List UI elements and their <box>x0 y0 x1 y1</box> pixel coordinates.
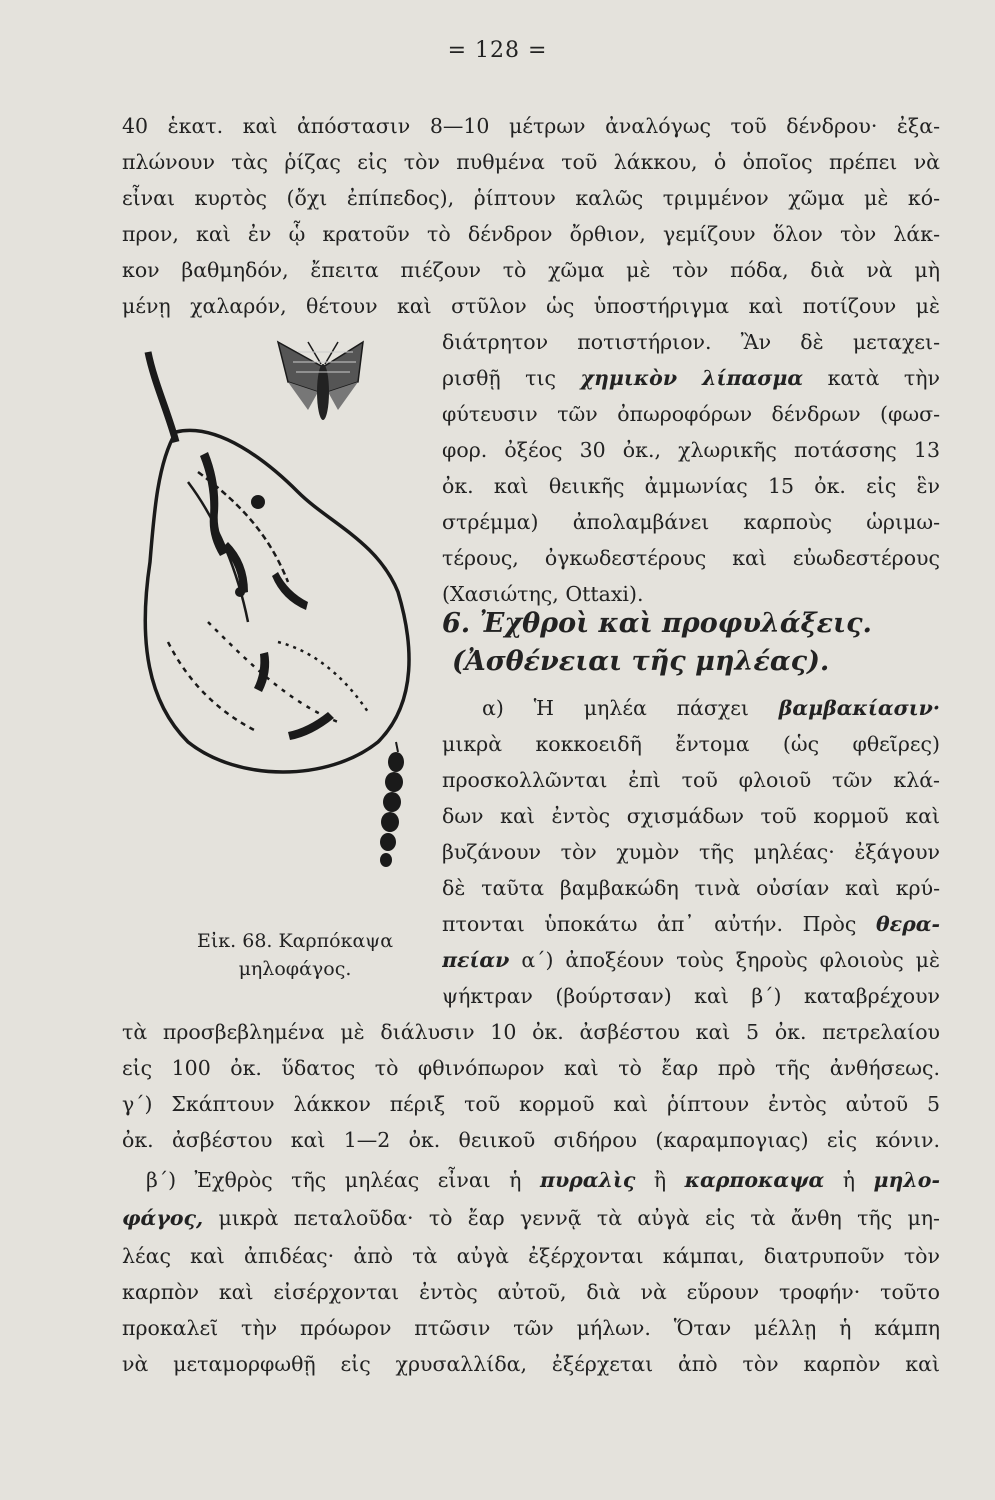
text-line: στρέμμα) ἀπολαμβάνει καρποὺς ὡριμω- <box>442 510 940 534</box>
bold-term: θερα- <box>875 912 940 936</box>
figure-caption: Εἰκ. 68. Καρπόκαψα <box>196 930 394 952</box>
bold-term: πυραλὶς <box>539 1168 636 1192</box>
text-line: προν, καὶ ἐν ᾧ κρατοῦν τὸ δένδρον ὄρθιον, γεμίζουν ὅλον τὸν λάκ- <box>122 222 940 246</box>
text-line: ψήκτραν (βούρτσαν) καὶ β΄) καταβρέχουν <box>442 984 940 1008</box>
text-line: ὀκ. καὶ θειικῆς ἀμμωνίας 15 ὀκ. εἰς ἓν <box>442 474 940 498</box>
text-line: εἰς 100 ὀκ. ὕδατος τὸ φθινόπωρον καὶ τὸ ἔαρ πρὸ τῆς ἀνθήσεως. <box>122 1056 940 1080</box>
text-line: εἶναι κυρτὸς (ὄχι ἐπίπεδος), ῥίπτουν καλῶς τριμμένον χῶμα μὲ κό- <box>122 186 940 210</box>
text-line: βυζάνουν τὸν χυμὸν τῆς μηλέας· ἐξάγουν <box>442 840 940 864</box>
text-line: τέρους, ὀγκωδεστέρους καὶ εὐωδεστέρους <box>442 546 940 570</box>
text-line: διάτρητον ποτιστήριον. Ἂν δὲ μεταχει- <box>442 330 940 354</box>
text-line: ρισθῇ τις χημικὸν λίπασμα κατὰ τὴν <box>442 366 940 390</box>
text-line: φύτευσιν τῶν ὀπωροφόρων δένδρων (φωσ- <box>442 402 940 426</box>
page-number: = 128 = <box>447 38 548 63</box>
section-subheading: (Ἀσθένειαι τῆς μηλέας). <box>452 646 830 677</box>
text-line: ὀκ. ἀσβέστου καὶ 1—2 ὀκ. θειικοῦ σιδήρου (καραμπογιας) εἰς κόνιν. <box>122 1128 940 1152</box>
text-line: μένῃ χαλαρόν, θέτουν καὶ στῦλον ὡς ὑποστήριγμα καὶ ποτίζουν μὲ <box>122 294 940 318</box>
text-line: γ΄) Σκάπτουν λάκκον πέριξ τοῦ κορμοῦ καὶ ῥίπτουν ἐντὸς αὐτοῦ 5 <box>122 1092 940 1116</box>
codling-moth-illustration <box>128 322 438 892</box>
text-line: φορ. ὀξέος 30 ὀκ., χλωρικῆς ποτάσσης 13 <box>442 438 940 462</box>
text-line: λέας καὶ ἀπιδέας· ἀπὸ τὰ αὐγὰ ἐξέρχονται κάμπαι, διατρυποῦν τὸν <box>122 1244 940 1268</box>
text-line: μικρὰ κοκκοειδῆ ἔντομα (ὡς φθεῖρες) <box>442 732 940 756</box>
bold-term: καρποκαψα <box>684 1168 825 1192</box>
text-line: νὰ μεταμορφωθῇ εἰς χρυσαλλίδα, ἐξέρχεται ἀπὸ τὸν καρπὸν καὶ <box>122 1352 940 1376</box>
text-line: φάγος, μικρὰ πεταλοῦδα· τὸ ἔαρ γεννᾷ τὰ αὐγὰ εἰς τὰ ἄνθη τῆς μη- <box>122 1206 940 1230</box>
moth-icon <box>278 342 363 420</box>
bold-term: χημικὸν λίπασμα <box>580 366 804 390</box>
text-line: β΄) Ἐχθρὸς τῆς μηλέας εἶναι ἡ πυραλὶς ἢ καρποκαψα ἡ μηλο- <box>146 1168 940 1192</box>
text-line: πτονται ὑποκάτω ἀπ᾽ αὐτήν. Πρὸς θερα- <box>442 912 940 936</box>
text-line: δων καὶ ἐντὸς σχισμάδων τοῦ κορμοῦ καὶ <box>442 804 940 828</box>
text-line: πλώνουν τὰς ῥίζας εἰς τὸν πυθμένα τοῦ λάκκου, ὁ ὁποῖος πρέπει νὰ <box>122 150 940 174</box>
text-line: προσκολλῶνται ἐπὶ τοῦ φλοιοῦ τῶν κλά- <box>442 768 940 792</box>
text-line: 40 ἑκατ. καὶ ἀπόστασιν 8—10 μέτρων ἀναλόγως τοῦ δένδρου· ἐξα- <box>122 114 940 138</box>
bold-term: βαμβακίασιν· <box>778 696 940 720</box>
text-line: πείαν α΄) ἀποξέουν τοὺς ξηροὺς φλοιοὺς μὲ <box>442 948 940 972</box>
figure-caption: μηλοφάγος. <box>238 958 352 980</box>
text-line: καρπὸν καὶ εἰσέρχονται ἐντὸς αὐτοῦ, διὰ νὰ εὕρουν τροφήν· τοῦτο <box>122 1280 940 1304</box>
text-line: δὲ ταῦτα βαμβακώδη τινὰ οὐσίαν καὶ κρύ- <box>442 876 940 900</box>
larva-icon <box>380 742 404 867</box>
text-line: τὰ προσβεβλημένα μὲ διάλυσιν 10 ὀκ. ἀσβέστου καὶ 5 ὀκ. πετρελαίου <box>122 1020 940 1044</box>
section-heading: 6. Ἐχθροὶ καὶ προφυλάξεις. <box>442 608 872 639</box>
bold-term: πείαν <box>442 948 510 972</box>
text-line: προκαλεῖ τὴν πρόωρον πτῶσιν τῶν μήλων. Ὅταν μέλλῃ ἡ κάμπη <box>122 1316 940 1340</box>
bold-term: φάγος, <box>122 1206 204 1230</box>
bold-term: μηλο- <box>873 1168 940 1192</box>
text-line: κον βαθμηδόν, ἔπειτα πιέζουν τὸ χῶμα μὲ τὸν πόδα, διὰ νὰ μὴ <box>122 258 940 282</box>
text-line: (Χασιώτης, Ottaxi). <box>442 582 644 606</box>
text-line: α) Ἡ μηλέα πάσχει βαμβακίασιν· <box>482 696 940 720</box>
